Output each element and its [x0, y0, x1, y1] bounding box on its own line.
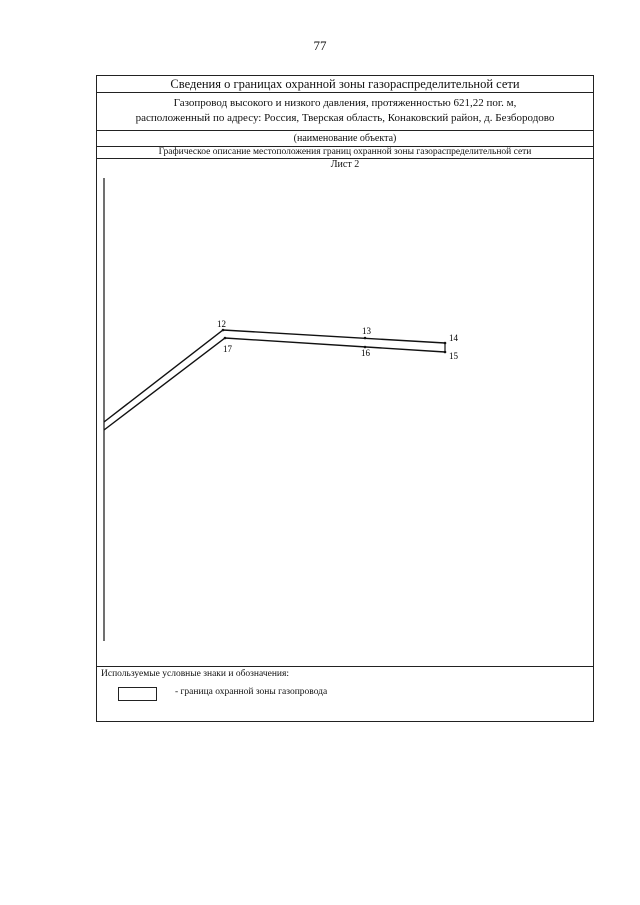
- graphic-title: Графическое описание местоположения границ охранной зоны газораспределительной сети: [97, 147, 593, 159]
- document-title: Сведения о границах охранной зоны газораспределительной сети: [97, 76, 593, 93]
- object-line-1: Газопровод высокого и низкого давления, протяженностью 621,22 пог. м,: [173, 97, 517, 109]
- point-13-marker: [364, 337, 367, 340]
- point-12-marker: [222, 329, 225, 332]
- zone-boundary-upper: [104, 330, 445, 422]
- document-frame: [96, 75, 594, 722]
- sheet-label: Лист 2: [330, 159, 360, 170]
- point-label-15: 15: [449, 351, 458, 361]
- page-number: 77: [313, 38, 327, 53]
- point-17-marker: [224, 337, 227, 340]
- zone-boundary-lower: [104, 338, 445, 430]
- legend-title: Используемые условные знаки и обозначения:: [101, 669, 290, 679]
- point-14-marker: [444, 342, 447, 345]
- point-label-14: 14: [449, 333, 458, 343]
- point-label-16: 16: [361, 348, 370, 358]
- legend-symbol-rectangle: [118, 687, 157, 701]
- point-15-marker: [444, 351, 447, 354]
- boundary-drawing: [97, 158, 593, 668]
- object-line-2: расположенный по адресу: Россия, Тверская область, Конаковский район, д. Безбородово: [135, 112, 555, 124]
- object-caption: (наименование объекта): [97, 132, 593, 147]
- legend-item-text: - граница охранной зоны газопровода: [175, 687, 328, 697]
- object-description: [97, 93, 593, 131]
- point-label-13: 13: [362, 326, 371, 336]
- legend-separator: [97, 666, 593, 667]
- point-label-12: 12: [217, 319, 226, 329]
- point-label-17: 17: [223, 344, 232, 354]
